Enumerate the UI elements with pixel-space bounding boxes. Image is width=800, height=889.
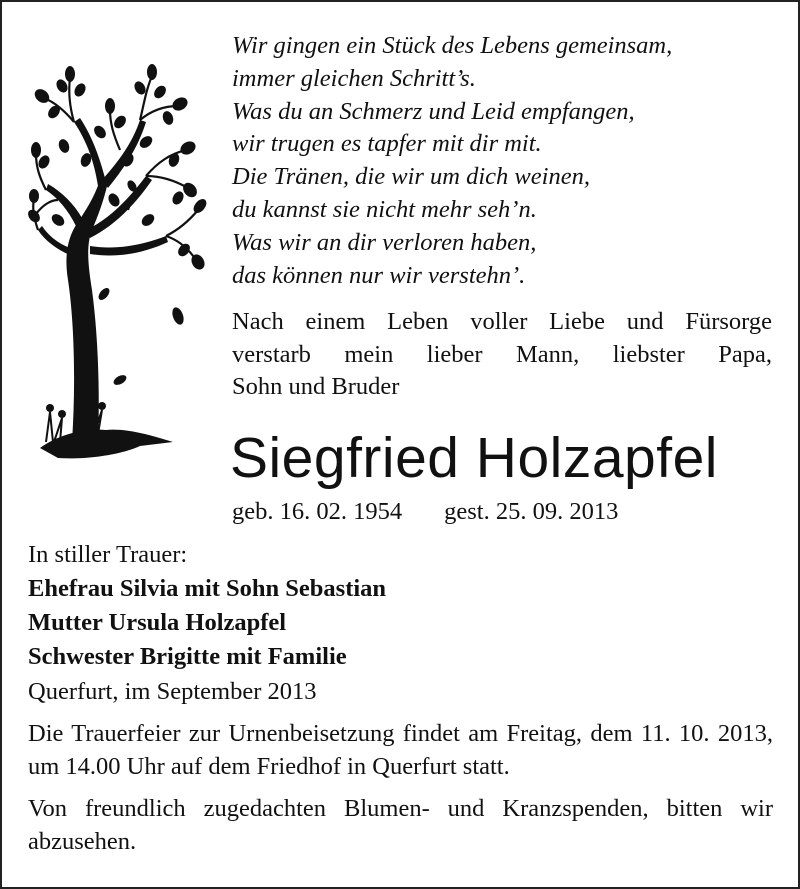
intro-line: verstarb mein lieber Mann, liebster Papa, xyxy=(232,340,772,368)
poem-line: Was du an Schmerz und Leid empfangen, xyxy=(232,97,635,125)
mourners xyxy=(28,538,748,674)
poem-line: das können nur wir verstehn’. xyxy=(232,261,526,289)
funeral-notice: Die Trauerfeier zur Urnenbeisetzung findet am Freitag, dem 11. 10. 2013, um 14.00 Uhr auf dem Friedhof in Querfurt statt. xyxy=(28,720,773,780)
poem-line: wir trugen es tapfer mit dir mit. xyxy=(232,130,542,158)
flowers-notice: Von freundlich zugedachten Blumen- und Kranzspenden, bitten wir abzusehen. xyxy=(28,795,773,855)
intro-text xyxy=(232,306,772,404)
deceased-name: Siegfried Holzapfel xyxy=(230,426,718,490)
poem-line: Die Tränen, die wir um dich weinen, xyxy=(232,163,590,191)
poem-line: Was wir an dir verloren haben, xyxy=(232,228,537,256)
place-date: Querfurt, im September 2013 xyxy=(28,678,317,705)
birth-date: geb. 16. 02. 1954 xyxy=(232,498,403,525)
mourner-name: Schwester Brigitte mit Familie xyxy=(28,643,347,670)
death-date: gest. 25. 09. 2013 xyxy=(444,498,619,525)
poem-line: immer gleichen Schritt’s. xyxy=(232,64,476,92)
poem xyxy=(232,30,792,292)
mourner-name: Mutter Ursula Holzapfel xyxy=(28,609,287,636)
poem-line: du kannst sie nicht mehr seh’n. xyxy=(232,195,537,223)
poem-line: Wir gingen ein Stück des Lebens gemeinsam, xyxy=(232,32,673,59)
intro-line: Nach einem Leben voller Liebe und Fürsorge xyxy=(232,308,772,335)
intro-line: Sohn und Bruder xyxy=(232,373,400,400)
mourner-name: Ehefrau Silvia mit Sohn Sebastian xyxy=(28,575,387,602)
tree-icon xyxy=(28,50,208,470)
mourners-heading: In stiller Trauer: xyxy=(28,541,188,568)
life-dates xyxy=(232,496,772,528)
